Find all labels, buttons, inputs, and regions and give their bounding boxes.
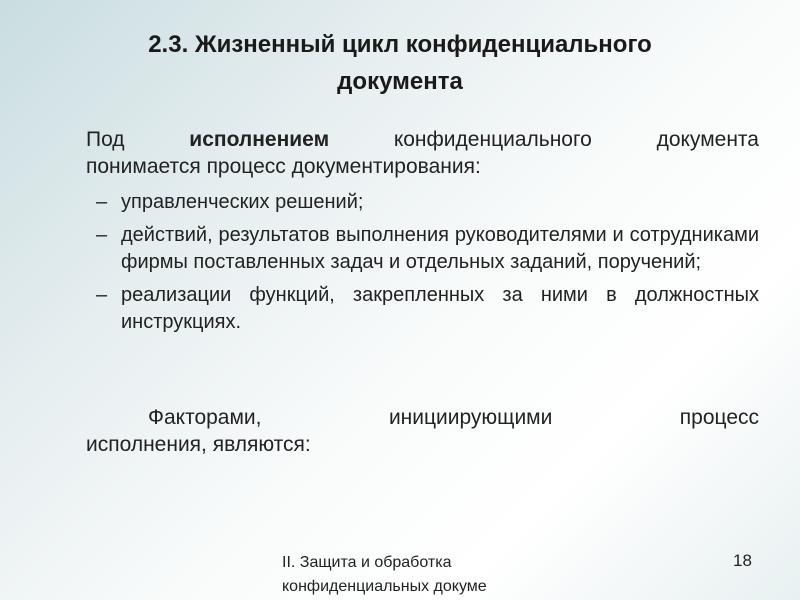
- intro-line-1: [86, 126, 759, 153]
- footer-line-1: II. Защита и обработка: [282, 554, 452, 571]
- intro-word-3: конфиденциального: [393, 128, 592, 151]
- list-item-text: реализации функций, закрепленных за ними в должностных инструкциях.: [121, 284, 759, 333]
- dash-marker: –: [96, 284, 108, 306]
- factors-word-2: инициирующими: [388, 406, 553, 429]
- intro-word-1: Под: [86, 128, 125, 151]
- list-item-text: действий, результатов выполнения руководителями и сотрудниками фирмы поставленных задач и отдельных заданий, поручений;: [121, 224, 759, 273]
- list-item: [96, 189, 759, 216]
- intro-paragraph: [86, 126, 759, 180]
- intro-bold-term: исполнением: [189, 128, 330, 151]
- intro-word-4: документа: [656, 128, 759, 151]
- footer-line-2: конфиденциальных докуме: [282, 578, 487, 595]
- factors-word-1: Факторами,: [148, 406, 262, 429]
- page-number: 18: [733, 551, 752, 570]
- title-line-2: документа: [337, 68, 463, 95]
- list-item: [96, 282, 759, 336]
- title-line-1: 2.3. Жизненный цикл конфиденциального: [148, 31, 652, 58]
- bullet-list: [96, 189, 759, 342]
- footer-section-title: [282, 551, 487, 599]
- factors-word-3: процесс: [679, 406, 759, 429]
- list-item-text: управленческих решений;: [121, 191, 364, 213]
- factors-line-2: исполнения, являются:: [86, 433, 311, 456]
- intro-line-2: понимается процесс документирования:: [86, 155, 481, 178]
- dash-marker: –: [96, 224, 108, 246]
- list-item: [96, 222, 759, 276]
- factors-line-1: [86, 404, 759, 431]
- dash-marker: –: [96, 191, 108, 213]
- factors-paragraph: [86, 404, 759, 458]
- slide-title: [40, 26, 760, 100]
